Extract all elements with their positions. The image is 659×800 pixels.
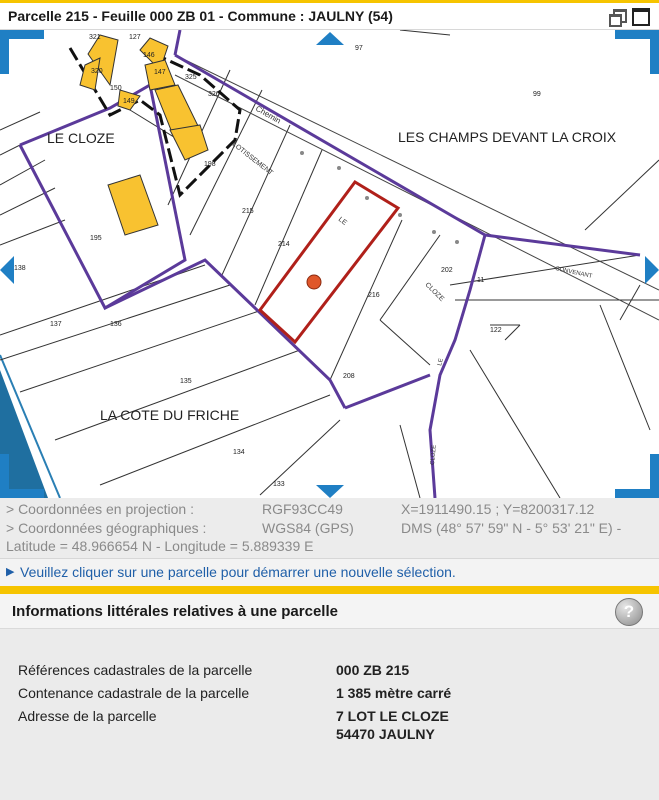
geographic-dms: DMS (48° 57' 59" N - 5° 53' 21" E) - [401,520,622,536]
parcel-number-150: 150 [110,85,122,92]
coordinates-panel [0,498,659,559]
parcel-number-320: 320 [91,68,103,75]
address-line2: 54470 JAULNY [336,726,435,742]
geographic-decimal: Latitude = 48.966654 N - Longitude = 5.889339 E [6,538,314,554]
parcel-number-214: 214 [278,241,290,248]
contenance-label: Contenance cadastrale de la parcelle [18,685,250,701]
corner-brackets [0,30,659,498]
info-panel-title: Informations littérales relatives à une parcelle [12,603,338,620]
help-icon[interactable]: ? [615,598,643,626]
parcel-number-136: 136 [110,321,122,328]
projection-value: X=1911490.15 ; Y=8200317.12 [401,501,595,517]
road-chemin [175,55,659,320]
references-label: Références cadastrales de la parcelle [18,662,253,678]
cadastral-map[interactable] [0,30,659,498]
parcel-number-133: 133 [273,481,285,488]
parcel-number-321: 321 [89,34,101,41]
pan-left-icon[interactable] [0,256,14,284]
place-label-champs: LES CHAMPS DEVANT LA CROIX [398,129,617,145]
references-value: 000 ZB 215 [336,662,410,678]
info-panel-body [0,629,659,800]
pan-right-icon[interactable] [645,256,659,284]
road-label-cloze: CLOZE [423,281,446,303]
parcel-number-135: 135 [180,378,192,385]
road-label-chemin: Chemin [254,103,283,126]
instruction-bar [0,559,659,586]
geographic-label: > Coordonnées géographiques : [6,520,207,536]
parcel-number-99: 99 [533,91,541,98]
instruction-text: Veuillez cliquer sur une parcelle pour démarrer une nouvelle sélection. [20,564,456,580]
parcel-number-97: 97 [355,45,363,52]
parcel-marker [307,275,321,289]
parcel-number-147: 147 [154,69,166,76]
pan-up-icon[interactable] [316,32,344,45]
map-canvas[interactable] [0,30,659,498]
address-label: Adresse de la parcelle [18,708,157,724]
parcel-number-198: 198 [204,161,216,168]
contenance-value: 1 385 mètre carré [336,685,452,701]
parcel-number-215: 215 [242,208,254,215]
lieu-dit-boundaries [0,30,640,498]
parcel-number-138: 138 [14,265,26,272]
pan-down-icon[interactable] [316,485,344,498]
road-label-lotissement: LOTISSEMENT [230,141,275,177]
parcel-number-122: 122 [490,327,502,334]
projection-system: RGF93CC49 [262,501,343,517]
road-label-vertical: CLOZE [430,444,438,466]
parcel-number-137: 137 [50,321,62,328]
play-arrow-icon: ▶ [6,566,15,578]
parcel-lines [0,30,659,498]
section-separator [0,586,659,594]
restore-window-icon[interactable] [608,8,626,26]
parcel-number-202: 202 [441,267,453,274]
parcel-number-134: 134 [233,449,245,456]
parcel-number-127: 127 [129,34,141,41]
selected-parcel-outline[interactable] [260,182,398,342]
place-label-cote-friche: LA COTE DU FRICHE [100,407,240,423]
parcel-number-149: 149 [123,98,135,105]
place-label-le-cloze: LE CLOZE [47,130,115,146]
parcel-number-195: 195 [90,235,102,242]
window-title: Parcelle 215 - Feuille 000 ZB 01 - Commune : JAULNY (54) [8,8,393,24]
road-label-le: LE [336,216,348,227]
projection-label: > Coordonnées en projection : [6,501,194,517]
geographic-system: WGS84 (GPS) [262,520,354,536]
parcel-number-146: 146 [143,52,155,59]
parcel-number-216: 216 [368,292,380,299]
parcel-number-11: 11 [477,277,485,284]
road-label-lot-right: LE [437,357,445,367]
road-label-convenant: CONVENANT [554,266,593,280]
parcel-number-326: 326 [208,91,220,98]
address-line1: 7 LOT LE CLOZE [336,708,449,724]
parcel-number-208: 208 [343,373,355,380]
info-panel-header [0,594,659,629]
title-bar [0,0,659,30]
maximize-window-icon[interactable] [632,8,650,26]
parcel-number-325: 325 [185,74,197,81]
